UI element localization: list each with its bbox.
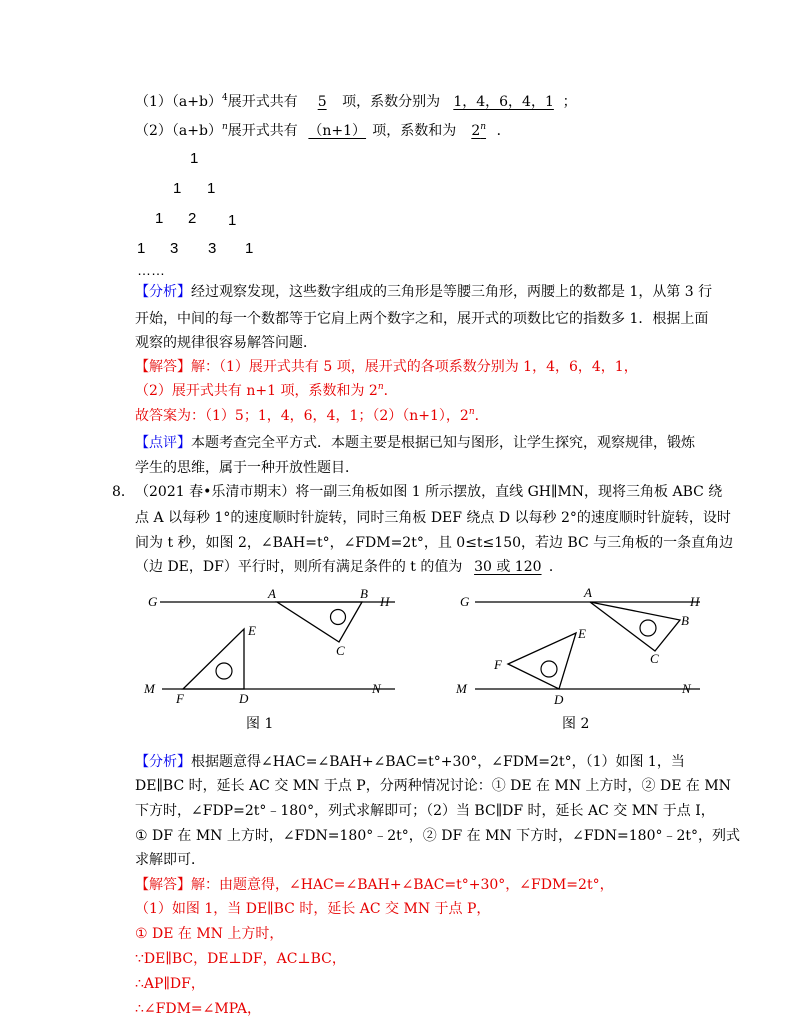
pascal-number: 1 [207,180,216,197]
solution-line: ∵DE∥BC，DE⊥DF，AC⊥BC， [135,951,346,967]
triangle-hole [331,610,346,625]
solution-line: 【解答】解：由题意得，∠HAC=∠BAH+∠BAC=t°+30°，∠FDM=2t°， [135,877,614,893]
analysis-line: 开始，中间的每一个数都等于它肩上两个数字之和，展开式的项数比它的指数多 1．根据上面 [135,311,709,327]
analysis-tag: 【分析】 [135,754,191,770]
solution-line: （1）如图 1，当 DE∥BC 时，延长 AC 交 MN 于点 P， [135,901,491,917]
pascal-number: 1 [228,212,237,229]
answer-blank: （n+1） [308,123,367,139]
pascal-number: 3 [208,240,217,257]
label-e: E [578,626,586,641]
analysis-line: DE∥BC 时，延长 AC 交 MN 于点 P，分两种情况讨论：① DE 在 MN 上方时，② DE 在 MN [135,778,731,794]
triangle-abc [277,602,362,642]
analysis-tag: 【分析】 [135,284,191,300]
text: 展开式共有 [227,94,298,110]
triangle-hole [216,663,232,679]
comment-line: 学生的思维，属于一种开放性题目． [135,460,359,476]
text: ． [496,123,511,139]
expression: （a+b） [171,123,222,139]
q8-stem-line: （2021 春•乐清市期末）将一副三角板如图 1 所示摆放，直线 GH∥MN，现将三角板 ABC 绕 [135,484,723,500]
label-g: G [148,594,158,609]
pascal-number: 1 [155,210,164,227]
item-number: （1） [135,94,172,110]
triangle-abc [590,602,680,651]
triangle-hole [640,620,656,636]
label-e: E [248,623,256,638]
label-d: D [554,692,564,707]
item-number: （2） [135,123,172,139]
solution-line: ∴∠FDM=∠MPA， [135,1001,261,1017]
label-b: B [360,586,368,601]
solution-line: 【解答】解：（1）展开式共有 5 项，展开式的各项系数分别为 1，4，6，4，1， [135,359,638,375]
solution-line: （2）展开式共有 n+1 项，系数和为 2$^n$． [135,382,398,399]
exponent: n [221,122,228,132]
q8-stem-line: 点 A 以每秒 1°的速度顺时针旋转，同时三角板 DEF 绕点 D 以每秒 2°的速度顺时针旋转，设时 [135,510,731,526]
text: 项，系数分别为 [342,94,441,110]
figure-2 [450,585,715,710]
text: 展开式共有 [227,123,298,139]
figure-1 [140,585,400,710]
exponent: 4 [221,93,228,103]
pascal-number: 1 [137,240,146,257]
answer-blank: 1，4，6，4，1 [453,94,554,110]
solution-tag: 【解答】 [135,359,191,375]
item-1 [135,92,577,112]
triangle-def [508,633,576,689]
solution-line: ∴AP∥DF， [135,976,205,992]
analysis-line: ① DF 在 MN 上方时，∠FDN=180°﹣2t°，② DF 在 MN 下方时，∠FDN=180°﹣2t°，列式 [135,828,741,844]
answer-line: 故答案为：（1）5；1，4，6，4，1；（2）（n+1），2$^n$． [135,407,489,424]
ellipsis: …… [137,262,165,278]
q8-stem-line: （边 DE，DF）平行时，则所有满足条件的 t 的值为 30 或 120 ． [135,559,563,575]
label-h: H [690,594,700,609]
analysis-line: 下方时，∠FDP=2t°﹣180°，列式求解即可；（2）当 BC∥DF 时，延长 AC 交 MN 于点 I， [135,803,715,819]
answer-blank: 30 或 120 [474,559,542,575]
analysis-line: 【分析】根据题意得∠HAC=∠BAH+∠BAC=t°+30°，∠FDM=2t°，（1）如图 1，当 [135,754,685,770]
label-m: M [144,681,155,696]
comment-line: 【点评】本题考查完全平方式．本题主要是根据已知与图形，让学生探究，观察规律，锻炼 [135,435,695,451]
analysis-line: 求解即可． [135,852,205,868]
pascal-number: 2 [188,210,197,227]
comment-tag: 【点评】 [135,435,191,451]
label-c: C [650,651,659,666]
solution-tag: 【解答】 [135,877,191,893]
analysis-line: 观察的规律很容易解答问题． [135,335,317,351]
answer-blank: 2$^n$ [471,122,487,139]
analysis-line: 【分析】经过观察发现，这些数字组成的三角形是等腰三角形，两腰上的数都是 1，从第 3 行 [135,284,713,300]
pascal-number: 1 [173,180,182,197]
label-f: F [176,691,184,706]
label-c: C [336,643,345,658]
label-m: M [456,681,467,696]
figure-2-caption: 图 2 [562,716,590,732]
label-g: G [460,594,470,609]
label-f: F [494,657,502,672]
triangle-hole [541,661,557,677]
q8-number: 8． [112,484,135,500]
pascal-number: 3 [170,240,179,257]
label-b: B [681,613,689,628]
label-h: H [380,594,390,609]
label-n: N [372,681,381,696]
label-a: A [584,585,592,600]
label-n: N [682,681,691,696]
figure-1-caption: 图 1 [246,716,274,732]
text: 项，系数和为 [372,123,457,139]
item-2 [135,121,511,141]
label-a: A [268,586,276,601]
pascal-number: 1 [245,240,254,257]
pascal-number: 1 [190,150,199,167]
label-d: D [239,691,249,706]
text: ； [562,94,577,110]
triangle-def [183,629,244,689]
expression: （a+b） [171,94,222,110]
solution-line: ① DE 在 MN 上方时， [135,926,284,942]
q8-stem-line: 间为 t 秒，如图 2，∠BAH=t°，∠FDM=2t°，且 0≤t≤150，若边 BC 与三角板的一条直角边 [135,535,734,551]
answer-blank: 5 [317,94,327,110]
